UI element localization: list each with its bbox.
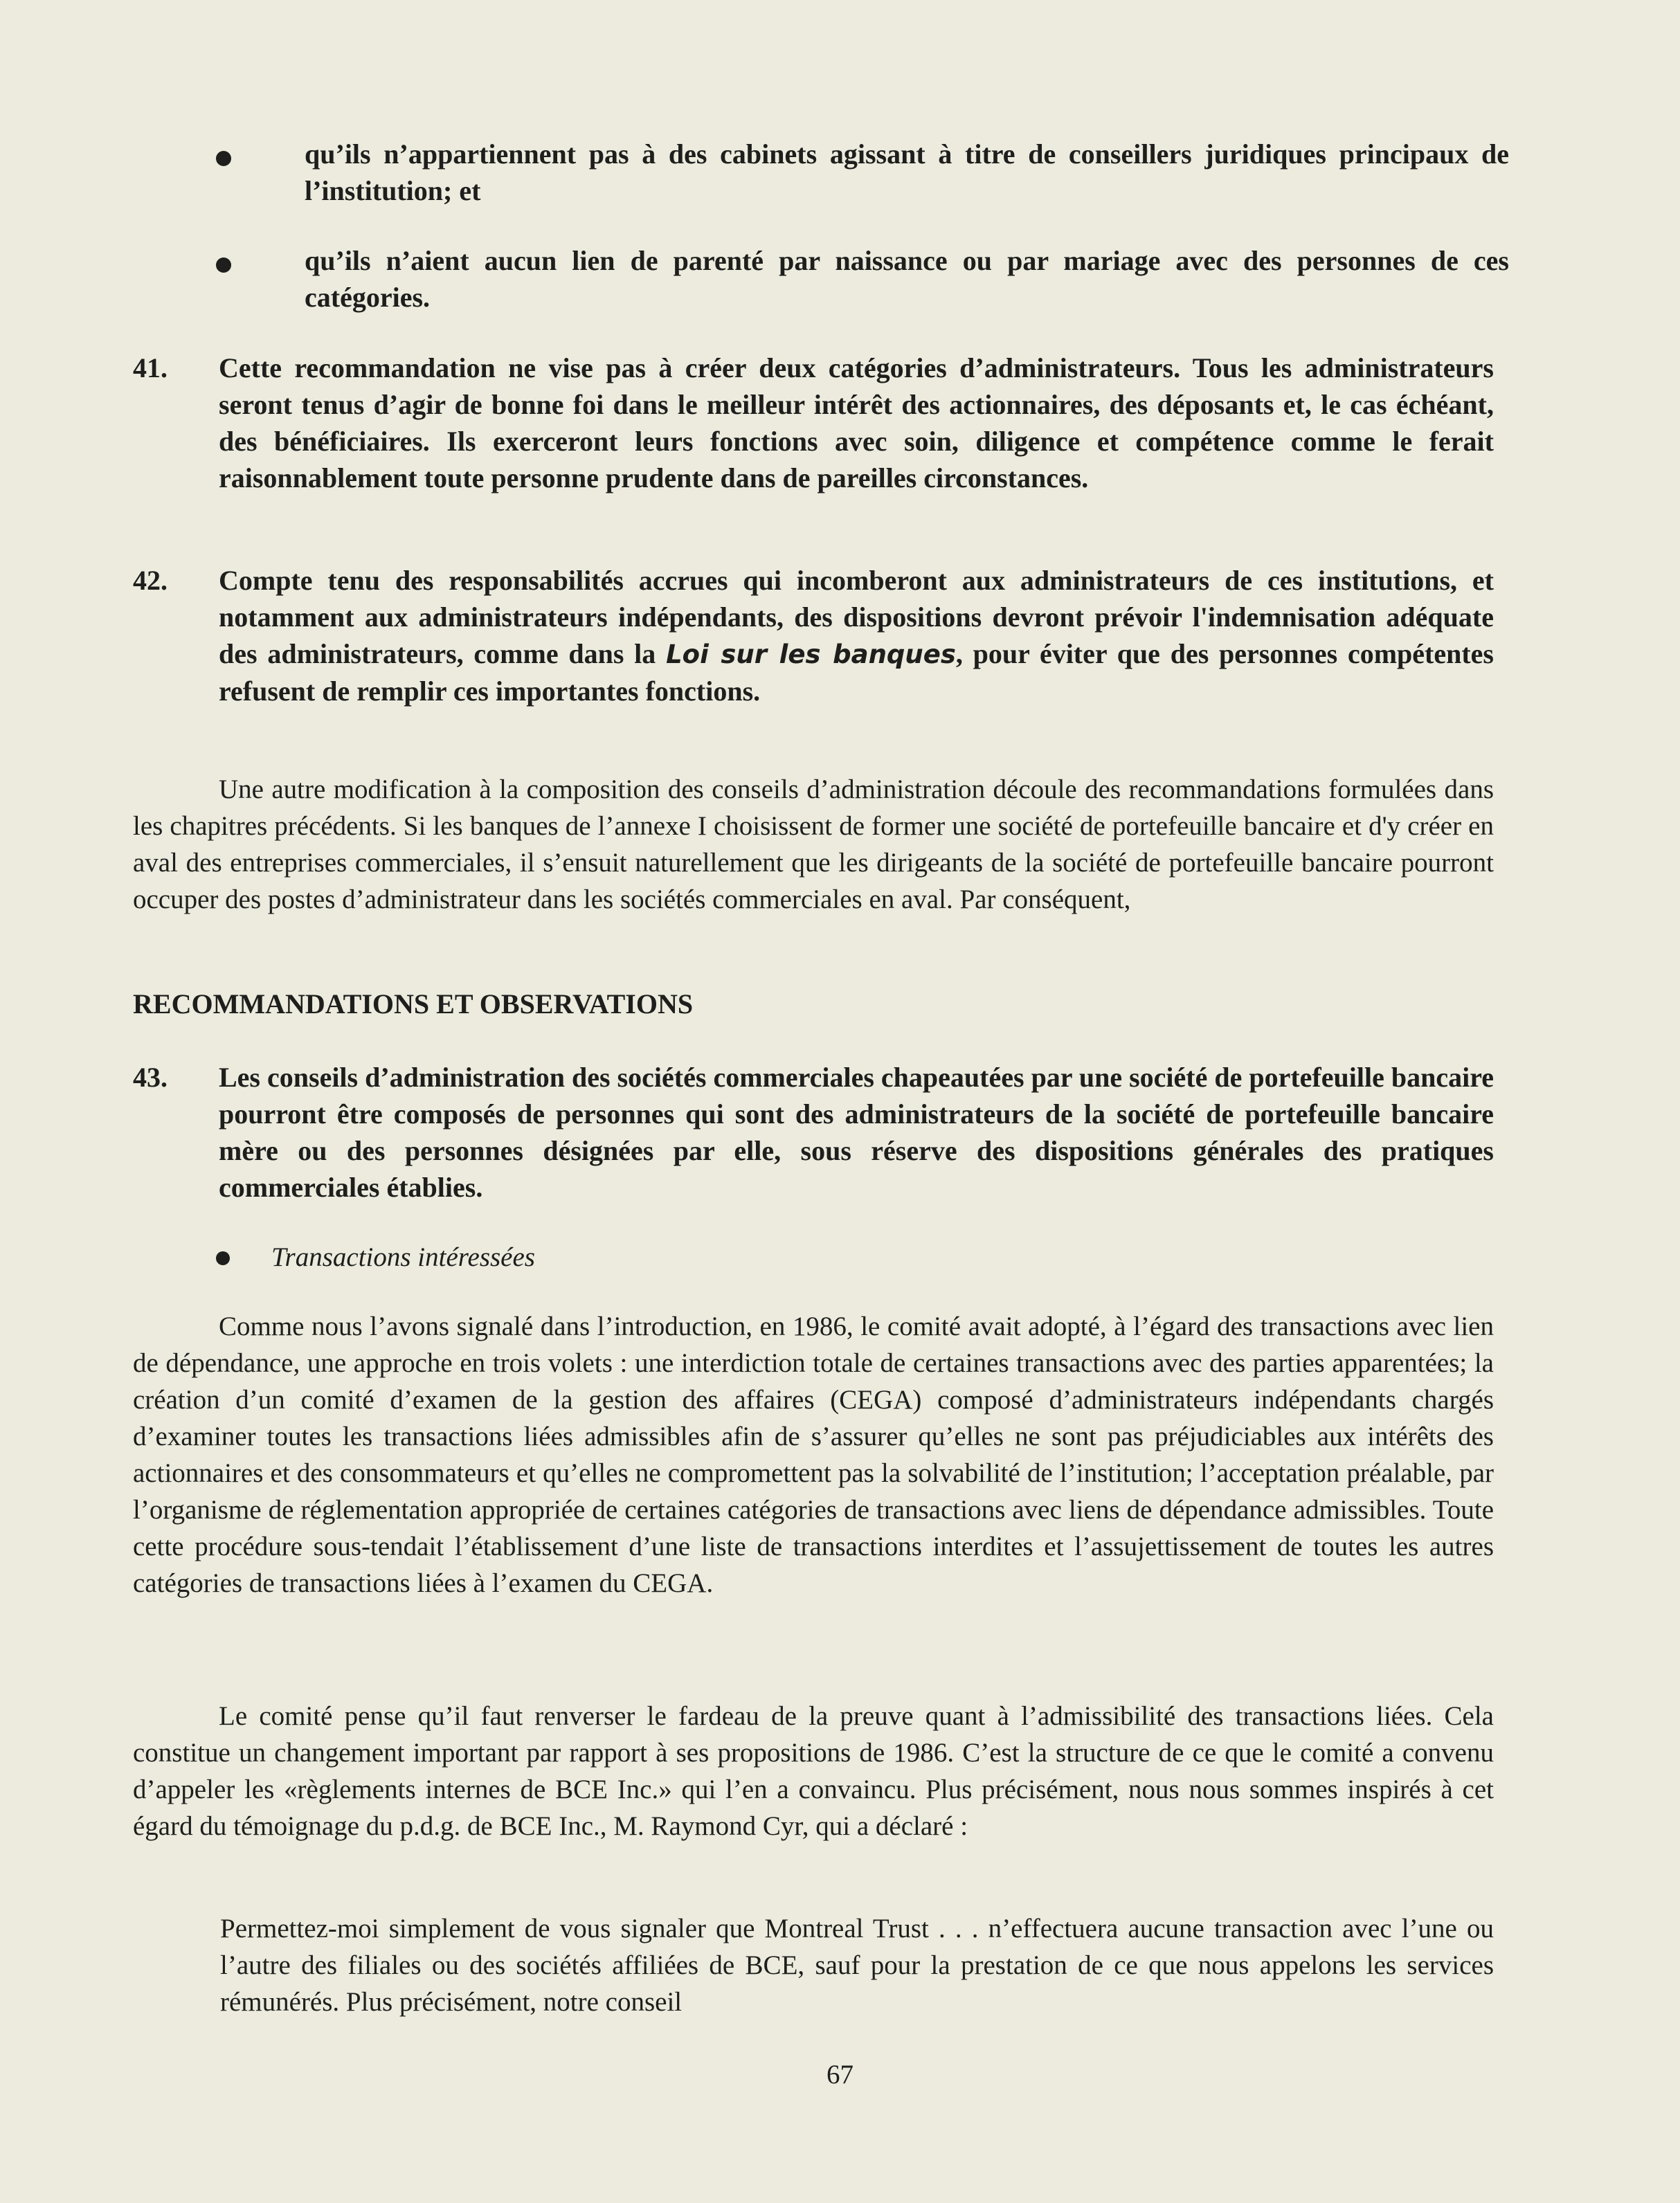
bullet-text: qu’ils n’appartiennent pas à des cabinets agissant à titre de conseillers juridiques principaux de l’institution; et (305, 138, 1509, 206)
page-number: 67 (827, 2060, 853, 2089)
bullet-marker (216, 257, 231, 273)
subsection-title: Transactions intéressées (271, 1242, 535, 1272)
recommendation-text: Cette recommandation ne vise pas à créer deux catégories d’administrateurs. Tous les administrateurs seront tenus d’agir de bonne foi dans le meilleur intérêt des actionnaires, des déposants et, le cas échéant, des bénéficiaires. Ils exerceront leurs fonctions avec soin, diligence et compétence comme le ferait raisonnablement toute personne prudente dans de pareilles circonstances. (219, 352, 1494, 493)
bullet-text: qu’ils n’aient aucun lien de parenté par naissance ou par mariage avec des personnes de ces catégories. (305, 245, 1509, 313)
recommendation-text-part: Compte tenu des responsabilités accrues qui incomberont aux administrateurs de ces institutions, et notamment aux administrateurs indépendants, des dispositions devront prévoir l'indemnisation adéquate des administrateurs, comme dans la (219, 565, 1494, 669)
bullet-item (208, 242, 1509, 318)
bullet-marker (216, 1251, 230, 1265)
recommendation-number: 42. (133, 565, 168, 596)
recommendation-43 (133, 1059, 1494, 1211)
bullet-marker (216, 151, 231, 166)
bullet-item (208, 136, 1509, 212)
law-title: Loi sur les banques (666, 640, 956, 669)
body-paragraph: Le comité pense qu’il faut renverser le fardeau de la preuve quant à l’admissibilité des transactions liées. Cela constitue un changement important par rapport à ses propositions de 1986. C’est la structure de ce que le comité a convenu d’appeler les «règlements internes de BCE Inc.» qui l’en a convaincu. Plus précisément, nous nous sommes inspirés à cet égard du témoignage du p.d.g. de BCE Inc., M. Raymond Cyr, qui a déclaré : (133, 1701, 1494, 1841)
recommendation-text (219, 562, 1494, 709)
section-heading: RECOMMANDATIONS ET OBSERVATIONS (133, 988, 694, 1019)
recommendation-42 (133, 562, 1494, 749)
recommendation-41 (133, 350, 1494, 536)
block-quote: Permettez-moi simplement de vous signaler que Montreal Trust . . . n’effectuera aucune transaction avec l’une ou l’autre des filiales ou des sociétés affiliées de BCE, sauf pour la prestation de ce que nous appelons les services rémunérés. Plus précisément, notre conseil (220, 1914, 1494, 2017)
recommendation-number: 43. (133, 1062, 168, 1093)
recommendation-number: 41. (133, 352, 168, 383)
body-paragraph: Une autre modification à la composition des conseils d’administration découle des recommandations formulées dans les chapitres précédents. Si les banques de l’annexe I choisissent de former une société de portefeuille bancaire et d'y créer en aval des entreprises commerciales, il s’ensuit naturellement que les dirigeants de la société de portefeuille bancaire pourront occuper des postes d’administrateur dans les sociétés commerciales en aval. Par conséquent, (133, 774, 1494, 914)
body-paragraph: Comme nous l’avons signalé dans l’introduction, en 1986, le comité avait adopté, à l’égard des transactions avec lien de dépendance, une approche en trois volets : une interdiction totale de certaines transactions avec des parties apparentées; la création d’un comité d’examen de la gestion des affaires (CEGA) composé d’administrateurs indépendants chargés d’examiner toutes les transactions liées admissibles afin de s’assurer qu’elles ne sont pas préjudiciables aux intérêts des actionnaires et des consommateurs et qu’elles ne compromettent pas la solvabilité de l’institution; l’acceptation préalable, par l’organisme de réglementation appropriée de certaines catégories de transactions avec liens de dépendance admissibles. Toute cette procédure sous-tendait l’établissement d’une liste de transactions interdites et l’assujettissement de toutes les autres catégories de transactions liées à l’examen du CEGA. (133, 1312, 1494, 1598)
recommendation-text: Les conseils d’administration des sociétés commerciales chapeautées par une société de portefeuille bancaire pourront être composés de personnes qui sont des administrateurs de la société de portefeuille bancaire mère ou des personnes désignées par elle, sous réserve des dispositions générales des pratiques commerciales établies. (219, 1062, 1494, 1203)
recommendation-text-part: , pour éviter que des personnes compétentes refusent de remplir ces importantes fonctions. (219, 638, 1494, 707)
